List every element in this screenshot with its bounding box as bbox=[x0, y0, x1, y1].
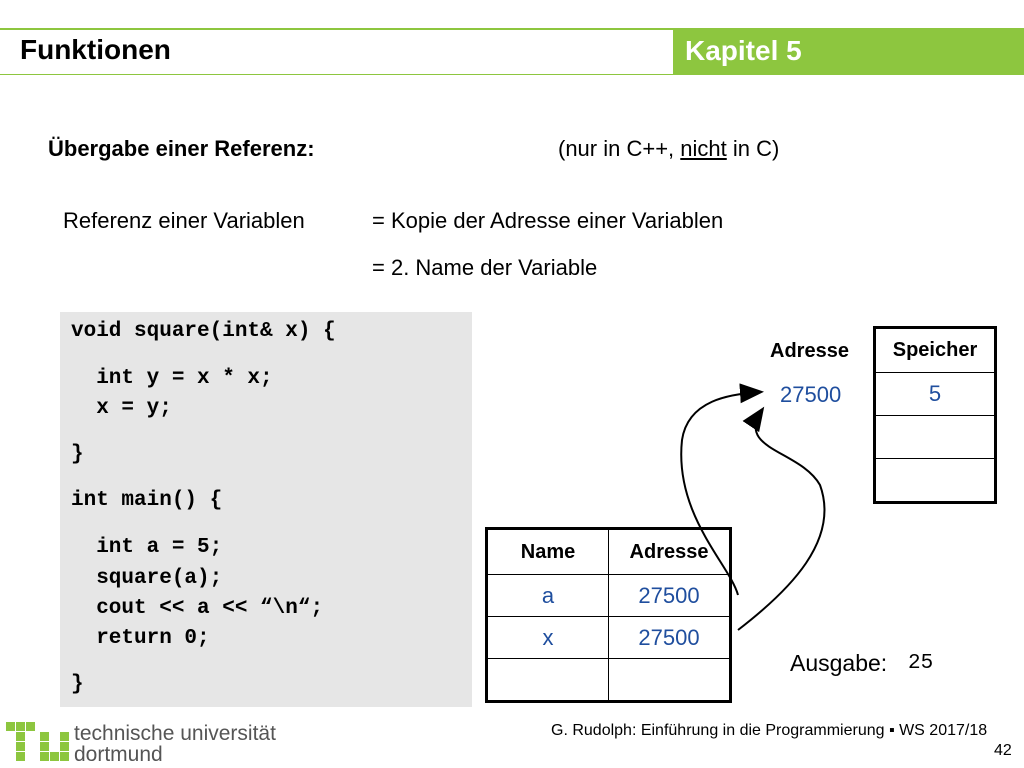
footer-credit: G. Rudolph: Einführung in die Programmierung ▪ WS 2017/18 bbox=[551, 722, 988, 739]
arrow-a-to-address bbox=[681, 392, 760, 595]
code-line: x = y; bbox=[71, 397, 172, 420]
code-block bbox=[60, 312, 472, 707]
code-line: return 0; bbox=[71, 627, 210, 650]
tu-logo-icon bbox=[6, 718, 70, 764]
variable-name-cell: x bbox=[487, 617, 609, 659]
reference-definition-2: = 2. Name der Variable bbox=[372, 255, 598, 280]
slide-title: Funktionen bbox=[20, 34, 171, 65]
variable-name-cell bbox=[487, 659, 609, 702]
memory-cell: 5 bbox=[875, 373, 996, 416]
reference-label: Referenz einer Variablen bbox=[63, 208, 305, 233]
page-number: 42 bbox=[994, 742, 1012, 759]
section-heading: Übergabe einer Referenz: bbox=[48, 136, 315, 161]
logo-text-line2: dortmund bbox=[74, 743, 163, 766]
note-underlined: nicht bbox=[680, 136, 727, 161]
note-prefix: (nur in C++, bbox=[558, 136, 681, 161]
output-value: 25 bbox=[908, 652, 934, 675]
variable-address-cell: 27500 bbox=[609, 617, 731, 659]
code-line: cout << a << “\n“; bbox=[71, 597, 324, 620]
memory-address-value: 27500 bbox=[780, 382, 842, 407]
output-label: Ausgabe: bbox=[790, 650, 888, 676]
arrow-x-to-address bbox=[738, 410, 825, 630]
memory-table bbox=[873, 326, 997, 504]
memory-cell bbox=[875, 416, 996, 459]
code-line: } bbox=[71, 673, 84, 696]
variable-name-cell: a bbox=[487, 575, 609, 617]
logo-text-line1: technische universität bbox=[74, 722, 276, 745]
variable-address-cell: 27500 bbox=[609, 575, 731, 617]
memory-address-header: Adresse bbox=[770, 340, 849, 362]
note-suffix: in C) bbox=[726, 136, 780, 161]
memory-cell bbox=[875, 459, 996, 503]
code-line: square(a); bbox=[71, 567, 223, 590]
chapter-badge bbox=[673, 29, 1024, 74]
code-line: int y = x * x; bbox=[71, 367, 273, 390]
header-bottom-line bbox=[0, 74, 1024, 75]
reference-definition-1: = Kopie der Adresse einer Variablen bbox=[372, 208, 724, 233]
code-line: void square(int& x) { bbox=[71, 320, 336, 343]
code-line: } bbox=[71, 443, 84, 466]
language-note bbox=[558, 136, 779, 162]
chapter-label: Kapitel 5 bbox=[685, 35, 802, 66]
column-header-name: Name bbox=[487, 529, 609, 575]
memory-header: Speicher bbox=[875, 328, 996, 373]
reference-arrows bbox=[670, 380, 870, 640]
code-line: int main() { bbox=[71, 489, 223, 512]
variable-address-cell bbox=[609, 659, 731, 702]
code-line: int a = 5; bbox=[71, 536, 223, 559]
column-header-address: Adresse bbox=[609, 529, 731, 575]
